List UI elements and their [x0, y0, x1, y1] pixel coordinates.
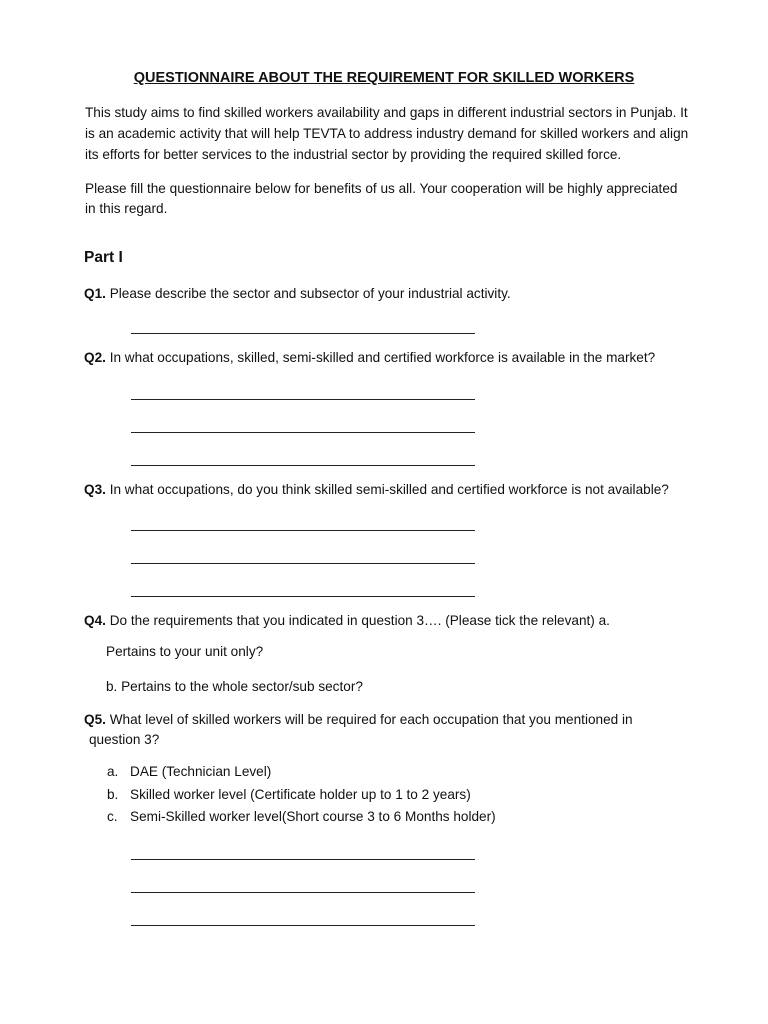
q2-answer-line-1[interactable] [131, 399, 475, 400]
question-text: In what occupations, do you think skilled semi-skilled and certified workforce is not available? [105, 482, 669, 497]
question-2 [84, 348, 704, 368]
question-3 [84, 480, 704, 500]
question-text: Please describe the sector and subsector of your industrial activity. [105, 286, 511, 301]
question-number: Q3. [84, 482, 106, 497]
q5-option-a[interactable] [107, 762, 271, 782]
q4-option-b[interactable]: b. Pertains to the whole sector/sub sector? [106, 679, 363, 694]
list-marker: b. [107, 787, 119, 802]
question-number: Q4. [84, 613, 106, 628]
list-label: Skilled worker level (Certificate holder up to 1 to 2 years) [130, 787, 471, 802]
list-marker: c. [107, 809, 118, 824]
q3-answer-line-3[interactable] [131, 596, 475, 597]
request-line: Please fill the questionnaire below for benefits of us all. Your cooperation will be highly appreciated [85, 181, 678, 196]
question-text: Do the requirements that you indicated in question 3…. (Please tick the relevant) a. [105, 613, 610, 628]
question-5 [84, 710, 674, 750]
question-text-continued: question 3? [89, 732, 160, 747]
q3-answer-line-1[interactable] [131, 530, 475, 531]
q2-answer-line-2[interactable] [131, 432, 475, 433]
intro-paragraph [85, 102, 715, 165]
q5-answer-line-3[interactable] [131, 925, 475, 926]
intro-line: is an academic activity that will help TEVTA to address industry demand for skilled workers and align [85, 126, 689, 141]
intro-line: This study aims to find skilled workers availability and gaps in different industrial sectors in Punjab. It [85, 105, 688, 120]
question-1 [84, 284, 704, 304]
list-marker: a. [107, 764, 119, 779]
question-number: Q1. [84, 286, 106, 301]
q5-answer-line-1[interactable] [131, 859, 475, 860]
request-line: in this regard. [85, 201, 168, 216]
q2-answer-line-3[interactable] [131, 465, 475, 466]
question-4 [84, 611, 704, 631]
question-number: Q5. [84, 712, 106, 727]
request-paragraph [85, 179, 705, 219]
question-number: Q2. [84, 350, 106, 365]
list-label: DAE (Technician Level) [130, 764, 272, 779]
question-text: What level of skilled workers will be required for each occupation that you mentioned in [105, 712, 633, 727]
q5-option-c[interactable] [107, 807, 496, 827]
q3-answer-line-2[interactable] [131, 563, 475, 564]
question-text: In what occupations, skilled, semi-skilled and certified workforce is available in the market? [105, 350, 656, 365]
q1-answer-line[interactable] [131, 333, 475, 334]
list-label: Semi-Skilled worker level(Short course 3 to 6 Months holder) [130, 809, 496, 824]
intro-line: its efforts for better services to the industrial sector by providing the required skilled force. [85, 147, 622, 162]
q5-answer-line-2[interactable] [131, 892, 475, 893]
part-heading: Part I [84, 249, 123, 266]
q5-option-b[interactable] [107, 785, 471, 805]
document-title: QUESTIONNAIRE ABOUT THE REQUIREMENT FOR SKILLED WORKERS [133, 70, 635, 86]
q4-option-a[interactable]: Pertains to your unit only? [106, 644, 264, 659]
